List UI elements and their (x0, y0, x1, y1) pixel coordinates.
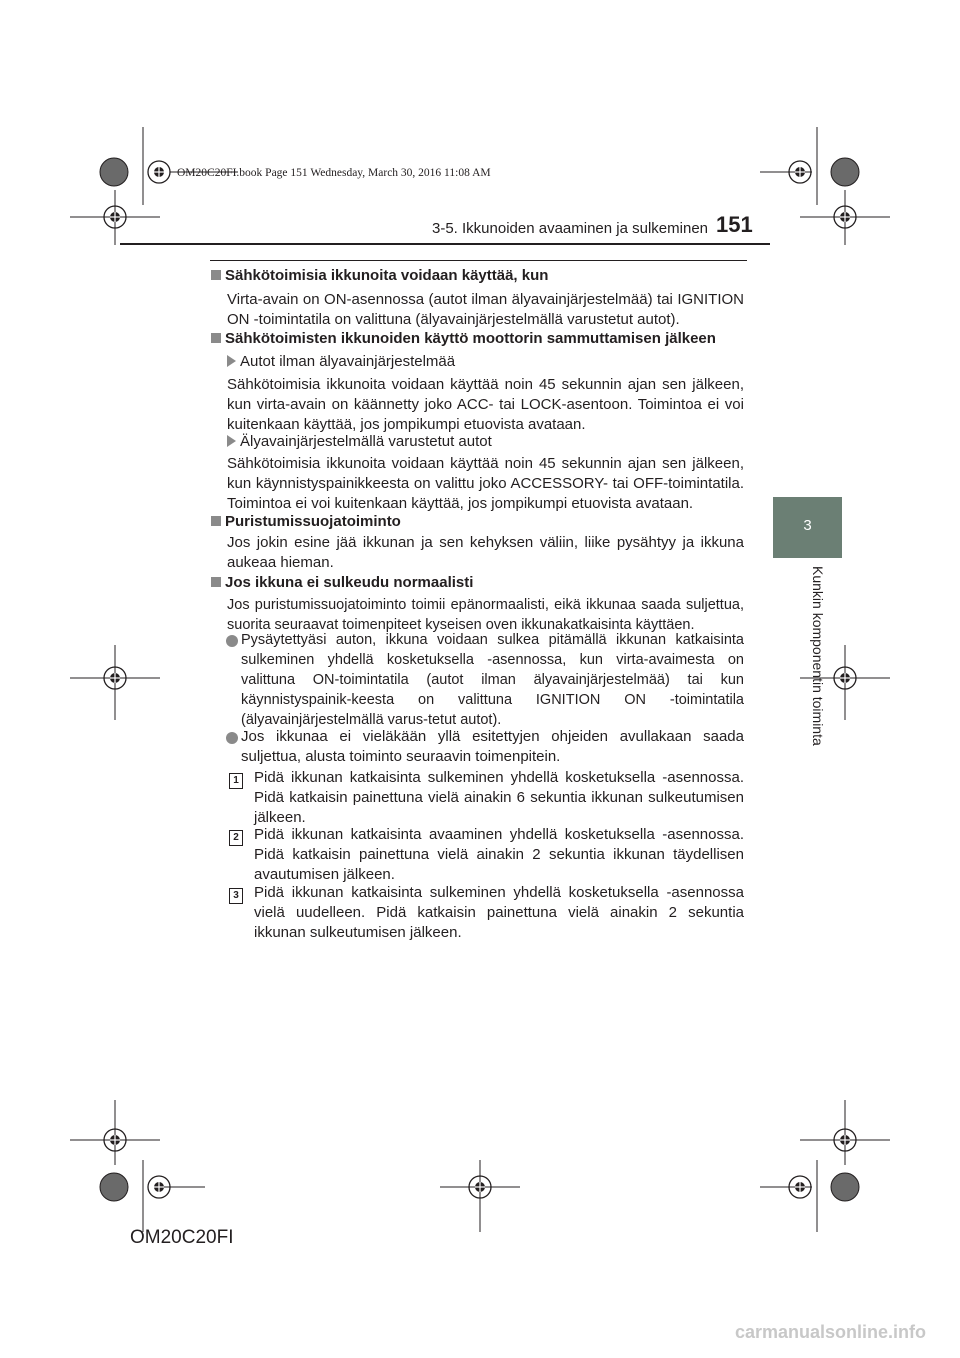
section-body: Virta-avain on ON-asennossa (autot ilman älyavainjärjestelmää) tai IGNITION ON -toimintatila on valittuna (älyavainjärjestelmällä varustetut autot). (227, 291, 744, 328)
square-bullet-icon (211, 333, 221, 343)
step-text: Pidä ikkunan katkaisinta avaaminen yhdellä kosketuksella -asennossa. Pidä katkaisin painettuna vielä ainakin 2 sekuntia ikkunan täydellisen avautumisen jälkeen. (254, 826, 744, 883)
step-text: Pidä ikkunan katkaisinta sulkeminen yhdellä kosketuksella -asennossa. Pidä katkaisin painettuna vielä ainakin 6 sekuntia ikkunan sulkeutumisen jälkeen. (254, 769, 744, 826)
step-number: 2 (229, 830, 243, 846)
watermark: carmanualsonline.info (735, 1322, 927, 1342)
document-code: OM20C20FI (130, 1227, 234, 1248)
step-text: Pidä ikkunan katkaisinta sulkeminen yhdellä kosketuksella -asennossa vielä uudelleen. Pidä katkaisin painettuna vielä ainakin 2 sekuntia ikkunan sulkeutumisen jälkeen. (254, 884, 744, 941)
section-heading: Sähkötoimisten ikkunoiden käyttö moottorin sammuttamisen jälkeen (211, 329, 716, 349)
chapter-number: 3 (803, 517, 812, 534)
triangle-bullet-icon (227, 355, 236, 367)
page-number: 151 (716, 212, 753, 237)
round-bullet-icon (226, 732, 238, 744)
section-heading: Jos ikkuna ei sulkeudu normaalisti (211, 573, 473, 593)
subsection-body: Sähkötoimisia ikkunoita voidaan käyttää noin 45 sekunnin ajan sen jälkeen, kun virta-avain on käännetty joko ACC- tai LOCK-asentoon. Toimintoa ei voi kuitenkaan käyttää, jos jompikumpi etuovista avataan. (227, 376, 744, 433)
square-bullet-icon (211, 270, 221, 280)
chapter-label: Kunkin komponentin toiminta (810, 566, 826, 746)
subsection-title: Autot ilman älyavainjärjestelmää (227, 352, 455, 372)
bullet-text: Pysäytettyäsi auton, ikkuna voidaan sulkea pitämällä ikkunan katkaisinta sulkeminen yhdellä kosketuksella -asennossa, kun virta-avaimesta on valittuna ON-toimintatila (autot ilman älyavainjärjestelmää) tai kun käynnistyspainik-keesta on valittuna IGNITION ON -toimintatila (älyavainjärjestelmällä varus-tetut autot). (241, 632, 744, 728)
section-title: 3-5. Ikkunoiden avaaminen ja sulkeminen (432, 220, 708, 237)
square-bullet-icon (211, 516, 221, 526)
square-bullet-icon (211, 577, 221, 587)
header-rule (120, 243, 770, 245)
step-number: 1 (229, 773, 243, 789)
section-body: Jos jokin esine jää ikkunan ja sen kehyksen väliin, liike pysähtyy ja ikkuna aukeaa hieman. (227, 534, 744, 571)
triangle-bullet-icon (227, 435, 236, 447)
section-heading: Puristumissuojatoiminto (211, 512, 401, 532)
section-heading: Sähkötoimisia ikkunoita voidaan käyttää, kun (211, 266, 548, 286)
section-body: Jos puristumissuojatoiminto toimii epänormaalisti, eikä ikkunaa saada suljettua, suorita seuraavat toimenpiteet kyseisen oven ikkunakatkaisinta käyttäen. (227, 597, 744, 633)
subsection-body: Sähkötoimisia ikkunoita voidaan käyttää noin 45 sekunnin ajan sen jälkeen, kun käynnistyspainikkeesta on valittu joko ACCESSORY- tai OFF-toimintatila. Toimintoa ei voi kuitenkaan käyttää, jos jompikumpi etuovista avataan. (227, 455, 744, 512)
round-bullet-icon (226, 635, 238, 647)
content-divider (210, 260, 747, 261)
step-number: 3 (229, 888, 243, 904)
subsection-title: Älyavainjärjestelmällä varustetut autot (227, 432, 492, 452)
bullet-text: Jos ikkunaa ei vieläkään yllä esitettyjen ohjeiden avullakaan saada suljettua, alusta toiminto seuraavin toimenpitein. (241, 728, 744, 765)
book-info: OM20C20FI.book Page 151 Wednesday, March 30, 2016 11:08 AM (177, 167, 491, 179)
